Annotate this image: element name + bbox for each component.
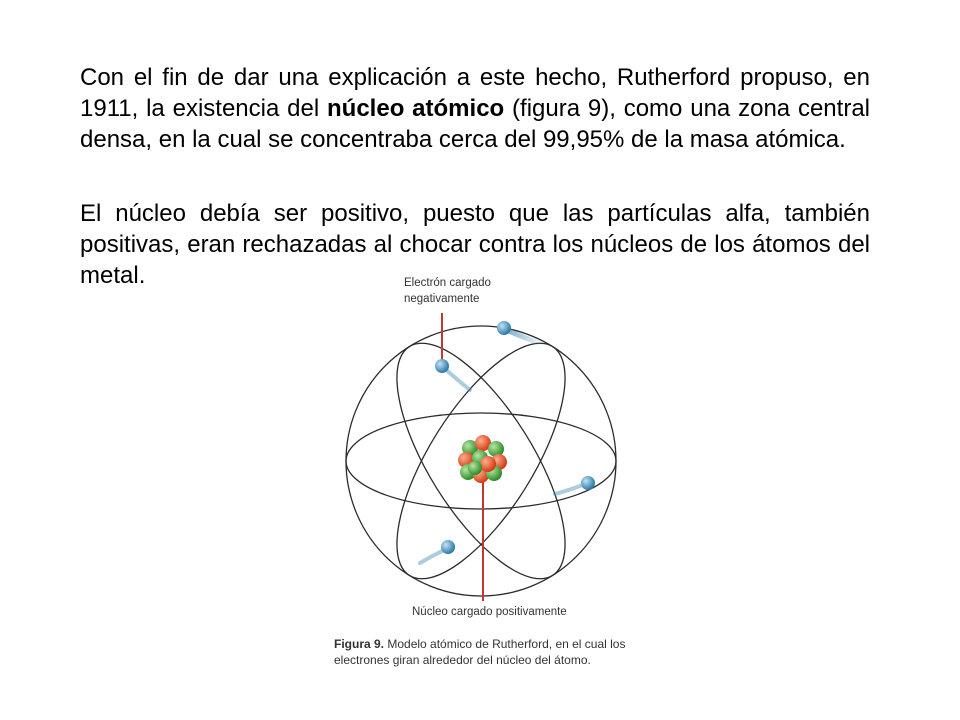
nucleus	[458, 435, 507, 483]
paragraph-1-text-b: (figura 9), como una zona central densa, en la cual se concentraba cerca del 99,95% de la masa atómica.	[80, 95, 870, 153]
electron	[441, 540, 455, 554]
electron-label-line1: Electrón cargado	[404, 277, 491, 289]
paragraph-1	[80, 62, 870, 155]
paragraph-1-bold-term: núcleo atómico	[327, 95, 505, 122]
electron	[435, 359, 449, 373]
rutherford-atom-diagram	[330, 268, 630, 618]
caption-text: Modelo atómico de Rutherford, en el cual los electrones giran alrededor del núcleo del átomo.	[334, 637, 626, 667]
electron	[497, 321, 511, 335]
electron	[581, 476, 595, 490]
nucleus-label: Núcleo cargado positivamente	[412, 606, 567, 618]
caption-title: Figura 9.	[334, 637, 385, 651]
paragraph-1-text-a: Con el fin de dar una explicación a este hecho, Rutherford propuso, en 1911, la existencia del	[80, 64, 870, 122]
figure-caption	[334, 636, 634, 668]
proton	[480, 456, 496, 472]
electron-label-line2: negativamente	[404, 293, 480, 305]
paragraph-2-text: El núcleo debía ser positivo, puesto que las partículas alfa, también positivas, eran rechazadas al chocar contra los núcleos de los átomos del metal.	[80, 200, 870, 289]
neutron	[468, 461, 482, 475]
electron-label	[404, 275, 524, 307]
